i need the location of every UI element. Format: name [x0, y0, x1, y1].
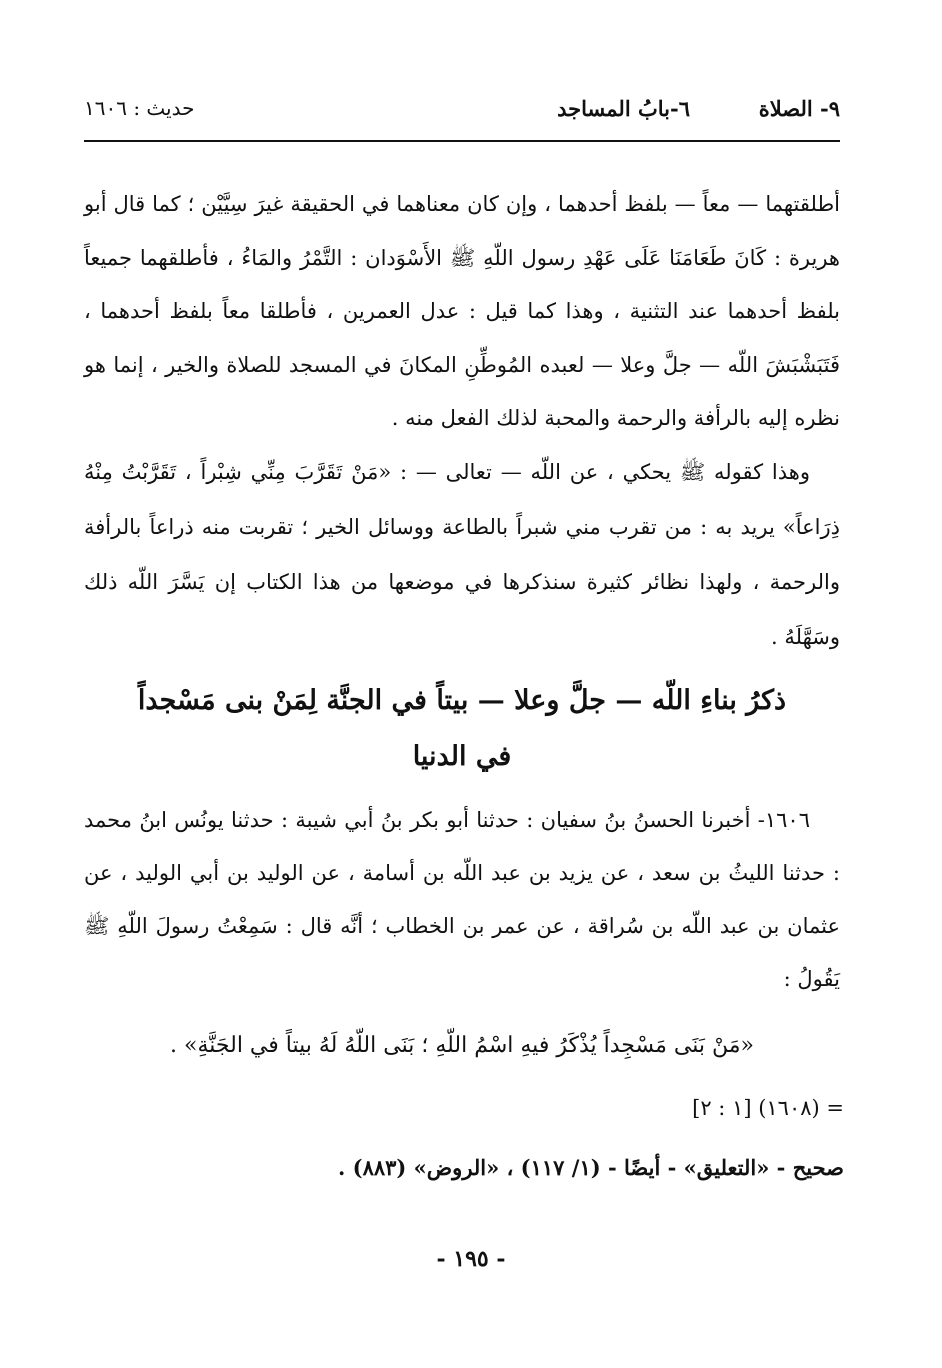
hadith-grading: صحيح - «التعليق» - أيضًا - (١/ ١١٧) ، «الروض» (٨٨٣) . [338, 1155, 844, 1180]
chapter-heading-line-1: ذكرُ بناءِ اللّه — جلَّ وعلا — بيتاً في الجنَّة لِمَنْ بنى مَسْجداً [137, 685, 787, 716]
hadith-cross-reference: = (١٦٠٨) [١ : ٢] [692, 1096, 844, 1120]
chapter-title: ٩- الصلاة [758, 96, 840, 121]
commentary-paragraph-1: أطلقتهما — معاً — بلفظ أحدهما ، وإن كان معناهما في الحقيقة غيرَ سِيَّيْن ؛ كما قال أبو هريرة : كَانَ طَعَامَنَا عَلَى عَهْدِ رسول اللّهِ ﷺ الأَسْوَدان : التَّمْرُ والمَاءُ ، فأطلقهما جميعاً بلفظ أحدهما عند التثنية ، وهذا كما قيل : عدل العمرين ، فأطلقا معاً بلفظ أحدهما ، فَتَبَشْبَشَ اللّه — جلَّ وعلا — لعبده المُوطِّنِ المكانَ في المسجد للصلاة والخير ، إنما هو نظره إليه بالرأفة والرحمة والمحبة لذلك الفعل منه . [84, 192, 840, 430]
header-divider [84, 140, 840, 142]
commentary-paragraph-2: وهذا كقوله ﷺ يحكي ، عن اللّه — تعالى — : «مَنْ تَقَرَّبَ مِنِّي شِبْراً ، تَقَرَّبْتُ مِنْهُ ذِرَاعاً» يريد به : من تقرب مني شبراً بالطاعة ووسائل الخير ؛ تقربت منه ذراعاً بالرأفة والرحمة ، ولهذا نظائر كثيرة سنذكرها في موضعها من هذا الكتاب إن يَسَّرَ اللّه ذلك وسَهَّلَهُ . [84, 460, 840, 649]
running-header [84, 96, 840, 132]
section-title: ٦-بابُ المساجد [557, 96, 690, 121]
hadith-reference: حديث : ١٦٠٦ [84, 96, 195, 120]
page-number: - ١٩٥ - [436, 1246, 506, 1272]
hadith-matn: «مَنْ بَنَى مَسْجِداً يُذْكَرُ فيهِ اسْمُ اللّهِ ؛ بَنَى اللّهُ لَهُ بيتاً في الجَنَّةِ» . [170, 1033, 754, 1058]
hadith-isnad: ١٦٠٦- أخبرنا الحسنُ بنُ سفيان : حدثنا أبو بكر بنُ أبي شيبة : حدثنا يونُس ابنُ محمد : حدثنا الليثُ بن سعد ، عن يزيد بن عبد اللّه بن أسامة ، عن الوليد بن أبي الوليد ، عن عثمان بن عبد اللّه بن سُراقة ، عن عمر بن الخطاب ؛ أنَّه قال : سَمِعْتُ رسولَ اللّهِ ﷺ يَقُولُ : [84, 808, 840, 991]
chapter-heading-line-2: في الدنيا [412, 741, 512, 772]
